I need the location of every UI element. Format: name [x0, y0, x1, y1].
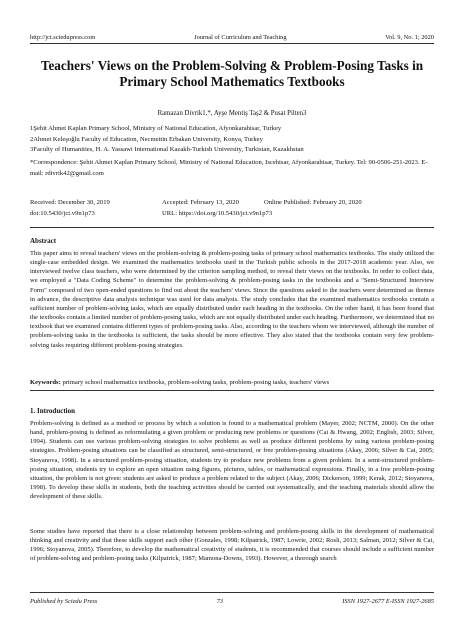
abstract-text: This paper aims to reveal teachers' views on the problem-solving & problem-posing tasks of primary school mathematics textbooks. The study utilized the single-case embedded design. We examined the mathematics textbooks used in the Turkish public schools in the 2017-2018 academic year. Also, we interviewed twelve class teachers, who were determined by the criterion sampling method, to reveal their views on the textbooks. In order to collect data, we employed a "Data Coding Scheme" to determine the problem-solving & problem-posing tasks in the textbooks and a "Semi-Structured Interview Form" composed of two open-ended questions to find out about the teachers' views. Since the questions asked to the teachers were determined as themes in advance, the descriptive data analysis technique was used for data analysis. The study concludes that the examined mathematics textbooks contain a sufficient number of problem-solving tasks, which are equally distributed under each heading in the textbooks. On the other hand, it has been found that the textbooks contain a limited number of problem-posing tasks, which are not equally distributed under each heading. Furthermore, we determined that no textbook that we examined contains different types of problem-posing tasks. Also, according to the teachers whom we interviewed, although the number of problem-solving tasks in the textbooks is sufficient, the tasks should be more effective. They also stated that the textbooks contain very few problem-solving tasks requiring different problem-posing strategies.: [30, 250, 434, 349]
paper-title: Teachers' Views on the Problem-Solving & Problem-Posing Tasks in Primary School Mathematics Textbooks: [40, 58, 424, 89]
page-footer: [30, 598, 434, 605]
intro-paragraph-1: Problem-solving is defined as a method or process by which a solution is found to a mathematical problem (Mayer, 2002; NCTM, 2000). On the other hand, problem-posing is defined as reformulating a given problem or producing new problems or questions (Cai & Hwang, 2002; English, 2003; Silver, 1994). Students can use various problem-solving strategies to solve problems as well as produce different problems by using various problem-posing strategies. Problem-posing situations can be classified as structured, semi-structured, or free problem-posing situations (Akay, 2006; Silver & Cai, 2005; Stoyanova, 1998). In a structured problem-posing situation, students try to produce new problems from a given problem. In a semi-structured problem-posing situation, students try to explore an open situation using figures, pictures, tables, or mathematical expressions. Finally, in a free problem-posing situation, the problem is not given: students are asked to produce a problem related to the subject (Akay, 2006; Dickerson, 1999; Kerak, 2012; Stoyanova, 1998). To develop these skills in students, both the teaching activities should be carried out systematically, and the teaching materials should allow the development of these skills.: [30, 420, 434, 501]
correspondence: *Correspondence: Şehit Ahmet Kaplan Primary School, Ministry of National Education, Iscehisar, Afyonkarahisar, Turkey. Tel: 90-0506-251-2023. E-mail: rdivrik42@gmail.com: [30, 159, 428, 177]
affiliation-3: 3Faculty of Humanities, H. A. Yassawi International Kazakh-Turkish University, Turkistan, Kazakhstan: [30, 146, 304, 153]
running-header: [30, 34, 434, 41]
keywords-text: primary school mathematics textbooks, problem-solving tasks, problem-posing tasks, teachers' views: [62, 379, 330, 386]
header-divider: [30, 43, 434, 44]
affiliation-2: 2Ahmet Keleşoğlu Faculty of Education, Necmettin Erbakan University, Konya, Turkey: [30, 135, 263, 143]
journal-name: Journal of Curriculum and Teaching: [194, 34, 287, 41]
affiliations: [30, 124, 434, 156]
keywords-label: Keywords:: [30, 379, 61, 386]
page-number: 73: [216, 598, 223, 605]
keywords-line: [30, 379, 434, 386]
author-list: Ramazan Divrik1,*, Ayşe Mentiş Taş2 & Pusat Pilten3: [157, 110, 307, 117]
accepted-date: Accepted: February 13, 2020: [162, 199, 239, 206]
issn: ISSN 1927-2677 E-ISSN 1927-2685: [342, 598, 434, 605]
received-date: Received: December 30, 2019: [30, 199, 110, 206]
volume-info: Vol. 9, No. 1; 2020: [385, 34, 434, 41]
keywords-divider: [30, 390, 434, 391]
affiliation-1: 1Şehit Ahmet Kaplan Primary School, Ministry of National Education, Afyonkarahisar, Turkey: [30, 125, 282, 132]
journal-url[interactable]: http://jct.sciedupress.com: [30, 34, 96, 41]
doi: doi:10.5430/jct.v9n1p73: [30, 210, 95, 217]
dates-divider: [30, 227, 434, 228]
intro-paragraph-2: Some studies have reported that there is a close relationship between problem-solving and problem-posing skills in the development of mathematical thinking and creativity and that these skills support each other (Gonzales, 1998; Kilpatrick, 1987; Lowrie, 2002; Rosli, 2013; Salman, 2012; Silver & Cai, 1996; Stoyanova, 2005). Therefore, to develop the mathematical creativity of students, it is recommended that courses should include a sufficient number of problem-solving and problem-posing tasks (Kilpatrick, 1987; Mamona-Downs, 1993). However, a thorough search: [30, 528, 434, 563]
abstract-heading: Abstract: [30, 237, 57, 245]
online-date: Online Published: February 20, 2020: [264, 199, 362, 206]
footer-divider: [30, 592, 434, 593]
publication-dates: [30, 197, 434, 219]
introduction-heading: 1. Introduction: [30, 407, 75, 415]
doi-url[interactable]: URL: https://doi.org/10.5430/jct.v9n1p73: [162, 210, 273, 217]
publisher: Published by Sciedu Press: [30, 598, 98, 605]
